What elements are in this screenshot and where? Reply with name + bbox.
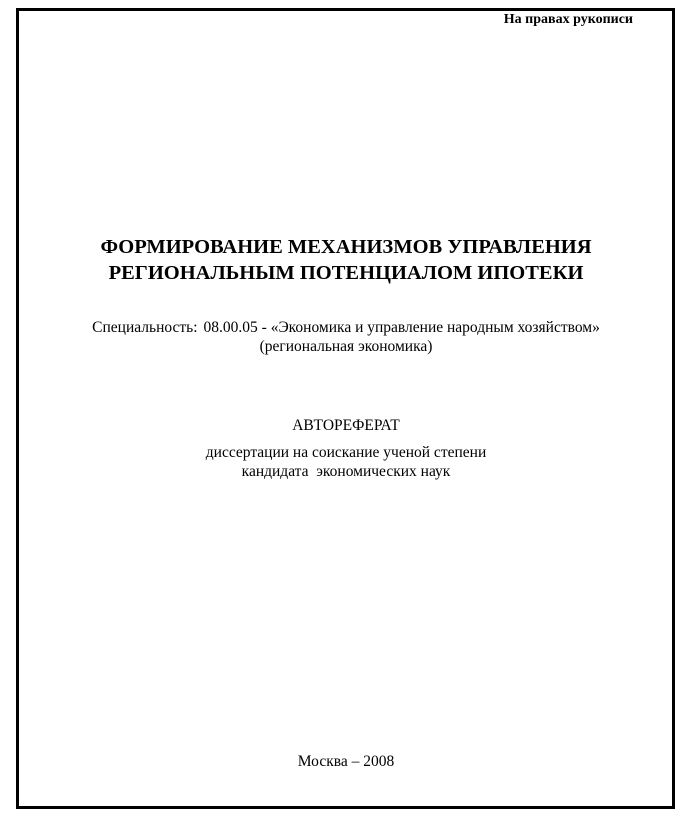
title-line-2: РЕГИОНАЛЬНЫМ ПОТЕНЦИАЛОМ ИПОТЕКИ	[108, 262, 584, 284]
specialty-block	[0, 318, 692, 356]
specialty-label: Специальность:	[92, 319, 198, 336]
degree-description	[0, 443, 692, 481]
title-line-1: ФОРМИРОВАНИЕ МЕХАНИЗМОВ УПРАВЛЕНИЯ	[100, 236, 592, 258]
degree-line-2: кандидата экономических наук	[241, 463, 451, 480]
copyright-note: На правах рукописи	[503, 12, 633, 27]
degree-line-1: диссертации на соискание ученой степени	[205, 444, 487, 461]
abstract-label: АВТОРЕФЕРАТ	[292, 417, 400, 434]
city-year: Москва – 2008	[297, 753, 395, 770]
specialty-value: 08.00.05 - «Экономика и управление народным хозяйством»	[203, 319, 600, 336]
specialty-line	[0, 318, 692, 337]
dissertation-title	[0, 234, 692, 286]
specialty-subfield: (региональная экономика)	[259, 338, 433, 355]
page-border	[16, 8, 675, 809]
